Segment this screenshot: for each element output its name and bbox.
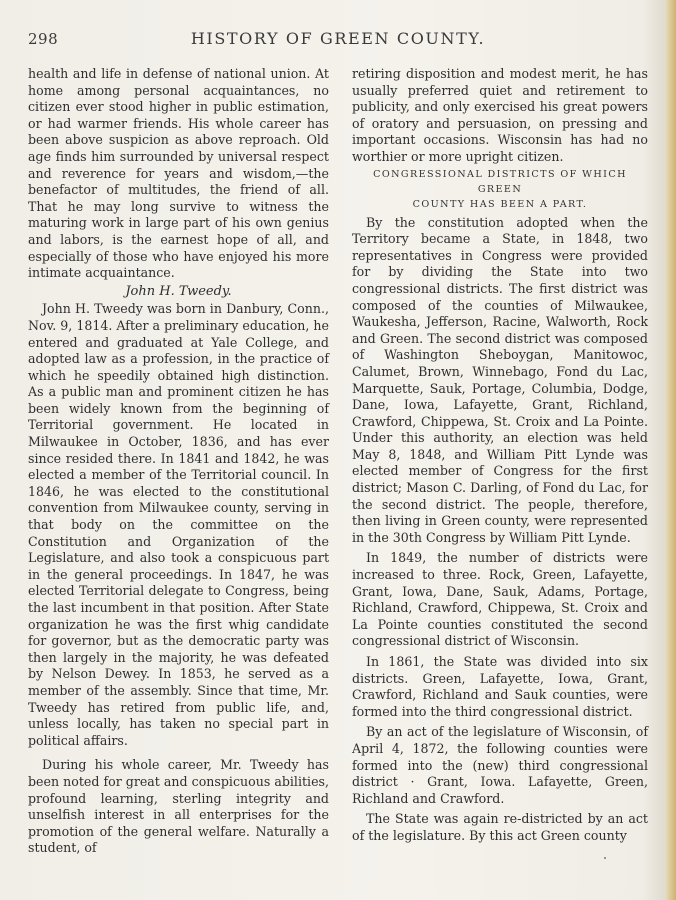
paragraph: John H. Tweedy was born in Danbury, Conn., Nov. 9, 1814. After a preliminary education, he entered and graduated at Yale College, and adopted law as a profession, in the practice of which he speedily obtained high distinction. As a public man and prominent citizen he has been widely known from the beginning of Territorial government. He located in Milwaukee in October, 1836, and has ever since resided there. In 1841 and 1842, he was elected a member of the Territorial council. In 1846, he was elected to the constitutional convention from Milwaukee county, serving in that body on the committee on the Constitution and Organization of the Legislature, and also took a conspicuous part in the general proceedings. In 1847, he was elected Territorial delegate to Congress, being the last incumbent in that position. After State organization he was the first whig candidate for governor, but as the democratic party was then largely in the majority, he was defeated by Nelson Dewey. In 1853, he served as a member of the assembly. Since that time, Mr. Tweedy has retired from public life, and, unless locally, has taken no special part in political affairs. — [28, 301, 329, 748]
ink-speck — [604, 857, 606, 859]
paragraph: The State was again re-districted by an act of the legislature. By this act Green county — [352, 811, 648, 843]
right-column — [352, 66, 648, 845]
paragraph: In 1861, the State was divided into six districts. Green, Lafayette, Iowa, Grant, Crawford, Richland and Sauk counties, were formed into the third congressional district. — [352, 654, 648, 719]
paragraph: By the constitution adopted when the Territory became a State, in 1848, two representatives in Congress were provided for by dividing the State into two congressional districts. The first district was composed of the counties of Milwaukee, Waukesha, Jefferson, Racine, Walworth, Rock and Green. The second district was composed of Washington Sheboygan, Manitowoc, Calumet, Brown, Winnebago, Fond du Lac, Marquette, Sauk, Portage, Columbia, Dodge, Dane, Iowa, Lafayette, Grant, Richland, Crawford, Chippewa, St. Croix and La Pointe. Under this authority, an election was held May 8, 1848, and William Pitt Lynde was elected member of Congress for the first district; Mason C. Darling, of Fond du Lac, for the second district. The people, therefore, then living in Green county, were represented in the 30th Congress by William Pitt Lynde. — [352, 214, 648, 545]
paragraph: By an act of the legislature of Wisconsin, of April 4, 1872, the following counties were formed into the (new) third congressional district · Grant, Iowa. Lafayette, Green, Richland and Crawford. — [352, 724, 648, 806]
running-title: HISTORY OF GREEN COUNTY. — [190, 29, 486, 48]
section-heading-line: COUNTY HAS BEEN A PART. — [412, 198, 588, 210]
page-number: 298 — [28, 30, 59, 48]
section-heading — [352, 167, 648, 212]
paragraph: health and life in defense of national union. At home among personal acquaintances, no citizen ever stood higher in public estimation, or had warmer friends. His whole career has been above suspicion as above reproach. Old age finds him surrounded by universal respect and reverence for years and wisdom,—the benefactor of multitudes, the friend of all. That he may long survive to witness the maturing work in large part of his own genius and labors, is the earnest hope of all, and especially of those who have enjoyed his more intimate acquaintance. — [28, 66, 329, 281]
left-column — [28, 66, 329, 857]
paragraph: retiring disposition and modest merit, he has usually preferred quiet and retirement to publicity, and only exercised his great powers of oratory and persuasion, on pressing and important occasions. Wisconsin has had no worthier or more upright citizen. — [352, 66, 648, 164]
page-edge-stripe — [666, 0, 676, 900]
section-heading-line: CONGRESSIONAL DISTRICTS OF WHICH GREEN — [373, 168, 627, 195]
paragraph: During his whole career, Mr. Tweedy has been noted for great and conspicuous abilities, profound learning, sterling integrity and unselfish interest in all enterprises for the promotion of the general welfare. Naturally a student, of — [28, 757, 329, 856]
biography-subheading: John H. Tweedy. — [125, 283, 232, 299]
paragraph: In 1849, the number of districts were increased to three. Rock, Green, Lafayette, Grant, Iowa, Dane, Sauk, Adams, Portage, Richland, Crawford, Chippewa, St. Croix and La Pointe counties constituted the second congressional district of Wisconsin. — [352, 550, 648, 649]
